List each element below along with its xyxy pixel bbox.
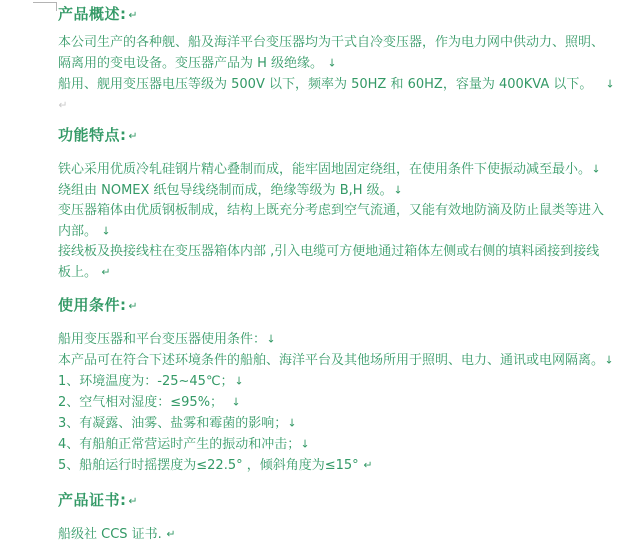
paragraph-mark-icon: ↵ [128, 8, 138, 22]
section-overview [58, 6, 614, 116]
line-text: 板上。 [58, 265, 102, 280]
line-break-mark-icon: ↓ [234, 374, 244, 388]
crop-mark-vertical [56, 2, 57, 11]
section-heading-features [58, 127, 614, 144]
paragraph-mark-icon: ↵ [101, 265, 111, 279]
paragraph-mark-icon: ↵ [128, 129, 138, 143]
line-break-mark-icon: ↓ [605, 77, 615, 91]
line-text: 绕组由 NOMEX 纸包导线绕制而成，绝缘等级为 B,H 级。 [58, 183, 393, 198]
text-line [58, 74, 614, 95]
section-certificates [58, 492, 614, 545]
line-text: 本产品可在符合下述环境条件的船舶、海洋平台及其他场所用于照明、电力、通讯或电网隔离。 [58, 353, 605, 368]
section-heading-conditions [58, 297, 614, 314]
line-text: 3、有凝露、油雾、盐雾和霉菌的影响； [58, 416, 288, 431]
line-text: 船用、舰用变压器电压等级为 500V 以下，频率为 50HZ 和 60HZ，容量为 400KVA 以下。 [58, 77, 605, 92]
text-line [58, 221, 614, 242]
text-line [58, 371, 614, 392]
text-line [58, 350, 614, 371]
line-text: 变压器箱体由优质钢板制成，结构上既充分考虑到空气流通，又能有效地防滴及防止鼠类等进入 [58, 203, 605, 218]
line-text: 船用变压器和平台变压器使用条件： [58, 332, 267, 347]
line-text: 5、船舶运行时摇摆度为≤22.5° ，倾斜角度为≤15° [58, 458, 363, 473]
text-line [58, 524, 614, 545]
text-line [58, 53, 614, 74]
paragraph-mark-icon: ↵ [128, 494, 138, 508]
empty-line [58, 95, 614, 116]
heading-text: 产品证书: [58, 491, 127, 509]
line-text: 本公司生产的各种舰、船及海洋平台变压器均为干式自冷变压器，作为电力网中供动力、照明、 [58, 35, 605, 50]
line-break-mark-icon: ↓ [604, 353, 614, 367]
paragraph-mark-icon: ↵ [128, 299, 138, 313]
paragraph-mark-icon: ↵ [166, 527, 176, 541]
section-heading-overview [58, 6, 614, 23]
text-line [58, 392, 614, 413]
paragraph-mark-icon: ↵ [363, 458, 373, 472]
section-conditions [58, 297, 614, 476]
text-line [58, 159, 614, 180]
text-line [58, 329, 614, 350]
line-break-mark-icon: ↓ [327, 56, 337, 70]
line-break-mark-icon: ↓ [101, 224, 111, 238]
line-text: 隔离用的变电设备。变压器产品为 H 级绝缘。 [58, 56, 328, 71]
line-break-mark-icon: ↓ [231, 395, 241, 409]
line-text: 内部。 [58, 224, 102, 239]
line-break-mark-icon: ↓ [591, 162, 601, 176]
line-text: 1、环境温度为：-25~45℃； [58, 374, 234, 389]
text-line [58, 413, 614, 434]
heading-text: 使用条件: [58, 296, 127, 314]
line-text: 接线板及换接线柱在变压器箱体内部 ,引入电缆可方便地通过箱体左侧或右侧的填料函接到接线 [58, 244, 600, 259]
text-line [58, 180, 614, 201]
line-text: 4、有船舶正常营运时产生的振动和冲击； [58, 437, 301, 452]
line-break-mark-icon: ↓ [300, 437, 310, 451]
section-heading-certificates [58, 492, 614, 509]
line-text: 2、空气相对湿度：≤95%； [58, 395, 232, 410]
text-line [58, 434, 614, 455]
line-break-mark-icon: ↓ [393, 183, 403, 197]
line-break-mark-icon: ↓ [287, 416, 297, 430]
text-line [58, 262, 614, 283]
line-text: 铁心采用优质冷轧硅钢片精心叠制而成，能牢固地固定绕组，在使用条件下使振动减至最小。 [58, 162, 592, 177]
line-break-mark-icon: ↓ [266, 332, 276, 346]
text-line [58, 33, 614, 53]
heading-text: 功能特点: [58, 126, 127, 144]
text-line [58, 242, 614, 262]
text-line [58, 455, 614, 476]
line-text: 船级社 CCS 证书. [58, 527, 166, 542]
text-line [58, 201, 614, 221]
crop-mark-horizontal [33, 2, 57, 3]
section-features [58, 127, 614, 283]
heading-text: 产品概述: [58, 5, 127, 23]
document-content [58, 6, 614, 545]
paragraph-mark-icon: ↵ [58, 98, 68, 112]
